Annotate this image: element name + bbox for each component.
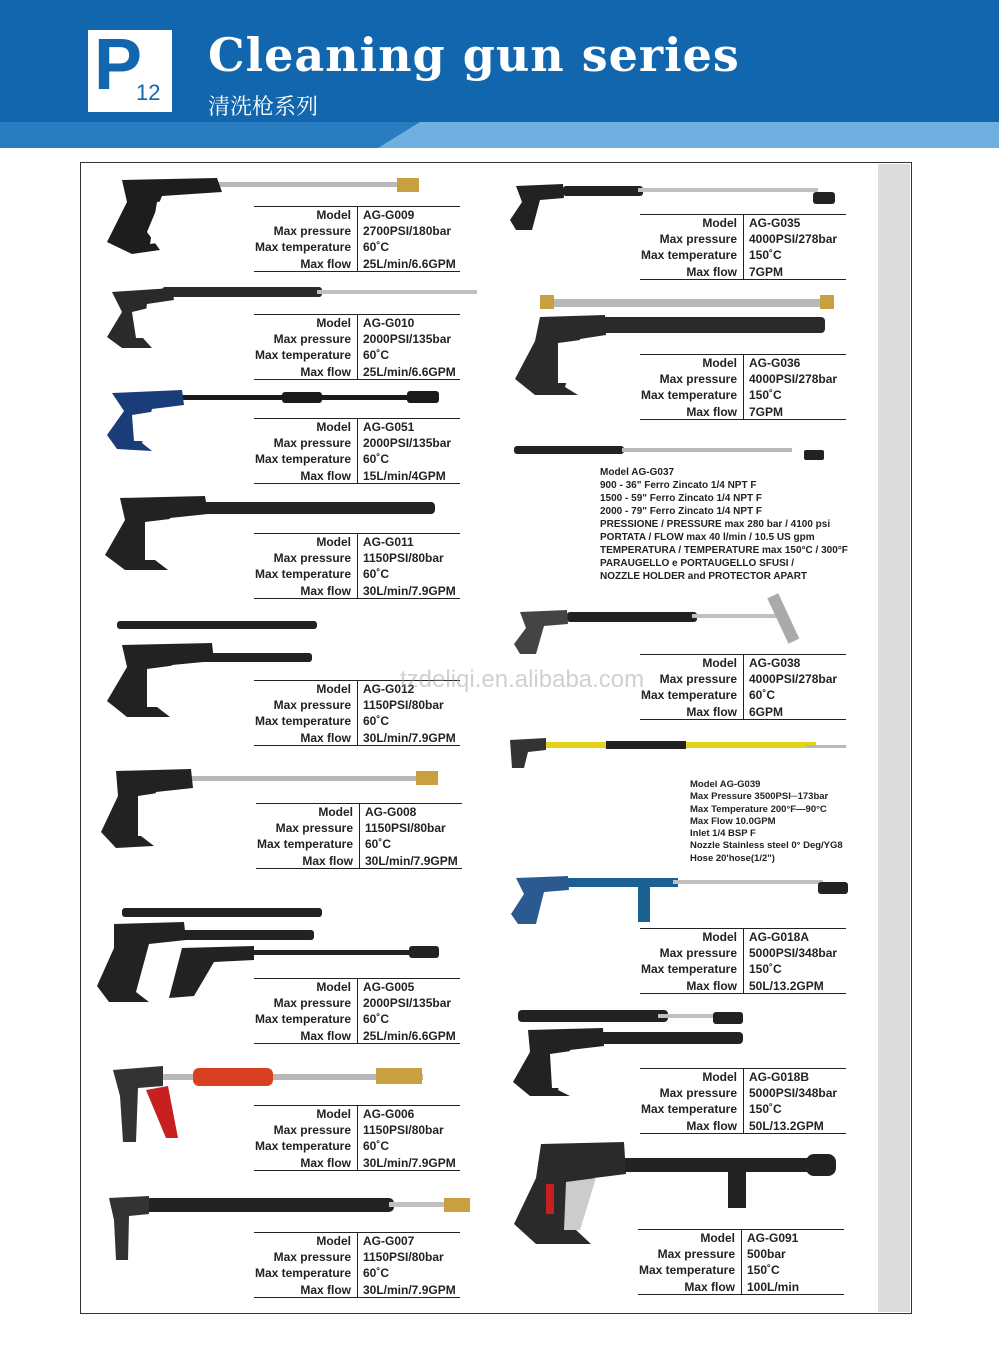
spec-row-pressure: [640, 1085, 846, 1102]
spec-label: Max flow: [638, 1279, 742, 1295]
spec-temperature-value: 60˚C: [363, 714, 390, 728]
spec-label: Max temperature: [640, 1101, 744, 1118]
spec-label: Max flow: [256, 853, 360, 869]
note-ag-g037: [600, 466, 848, 583]
gun-image-ag-g018a: [508, 872, 853, 930]
spec-temperature-value: 60˚C: [363, 1139, 390, 1153]
spec-row-flow: [638, 1279, 844, 1296]
spec-row-temperature: [254, 451, 460, 468]
spec-flow-value: 15L/min/4GPM: [363, 468, 446, 483]
spec-temperature-value: 150˚C: [749, 1102, 782, 1116]
spec-label: Max temperature: [254, 566, 358, 583]
spec-row-flow: [640, 704, 846, 721]
spec-pressure-value: 1150PSI/80bar: [363, 697, 444, 712]
spec-table-ag-g011: [254, 533, 460, 599]
spec-row-flow: [254, 730, 460, 747]
spec-label: Max temperature: [254, 239, 358, 256]
spec-row-pressure: [638, 1246, 844, 1263]
spec-table-ag-g008: [256, 803, 462, 869]
spec-label: Max temperature: [638, 1262, 742, 1279]
note-line: Max Temperature 200°F—90°C: [690, 803, 827, 815]
spec-row-model: [640, 354, 846, 371]
page-badge-letter: P: [94, 25, 143, 105]
spec-temperature-value: 60˚C: [363, 1012, 390, 1026]
spec-flow-value: 100L/min: [747, 1279, 800, 1294]
spec-row-model: [638, 1229, 844, 1246]
spec-flow-value: 25L/min/6.6GPM: [363, 364, 456, 379]
spec-label: Max pressure: [254, 331, 358, 348]
spec-label: Model: [640, 215, 744, 231]
spec-model-value: AG-G010: [363, 316, 415, 330]
spec-table-ag-g010: [254, 314, 460, 380]
spec-pressure-value: 5000PSI/348bar: [749, 945, 838, 960]
spec-row-pressure: [640, 945, 846, 962]
spec-flow-value: 6GPM: [749, 704, 784, 719]
spec-row-temperature: [254, 1011, 460, 1028]
spec-row-model: [254, 206, 460, 223]
spec-row-model: [640, 928, 846, 945]
spec-pressure-value: 1150PSI/80bar: [363, 1249, 444, 1264]
spec-temperature-value: 60˚C: [749, 688, 776, 702]
spec-label: Max flow: [254, 364, 358, 380]
spec-model-value: AG-G007: [363, 1234, 415, 1248]
spec-row-flow: [254, 1028, 460, 1045]
spec-table-ag-g091: [638, 1229, 844, 1295]
spec-row-flow: [254, 583, 460, 600]
spec-flow-value: 7GPM: [749, 264, 784, 279]
spec-row-temperature: [640, 687, 846, 704]
spec-label: Max pressure: [256, 820, 360, 837]
spec-label: Model: [638, 1230, 742, 1246]
spec-temperature-value: 60˚C: [363, 1266, 390, 1280]
spec-model-value: AG-G036: [749, 356, 801, 370]
spec-row-temperature: [640, 1101, 846, 1118]
spec-label: Max flow: [254, 583, 358, 599]
note-line: Model AG-G039: [690, 779, 761, 790]
spec-pressure-value: 2000PSI/135bar: [363, 331, 452, 346]
spec-row-flow: [254, 1155, 460, 1172]
spec-pressure-value: 5000PSI/348bar: [749, 1085, 838, 1100]
spec-label: Model: [640, 655, 744, 671]
spec-row-pressure: [254, 1249, 460, 1266]
spec-model-value: AG-G011: [363, 535, 414, 549]
note-line: Max Pressure 3500PSI─173bar: [690, 791, 829, 803]
spec-label: Max flow: [640, 1118, 744, 1134]
spec-label: Max flow: [254, 256, 358, 272]
spec-label: Max flow: [254, 1155, 358, 1171]
spec-label: Max flow: [640, 264, 744, 280]
spec-table-ag-g005: [254, 978, 460, 1044]
spec-model-value: AG-G018B: [749, 1070, 810, 1084]
spec-label: Max pressure: [640, 945, 744, 962]
spec-model-value: AG-G006: [363, 1107, 415, 1121]
spec-label: Model: [254, 681, 358, 697]
note-ag-g039: [690, 779, 843, 865]
page-number: 12: [136, 80, 161, 105]
spec-label: Max pressure: [254, 1249, 358, 1266]
spec-label: Max pressure: [640, 371, 744, 388]
note-line: Nozzle Stainless steel 0° Deg/YG8: [690, 840, 843, 852]
spec-pressure-value: 2000PSI/135bar: [363, 435, 452, 450]
spec-flow-value: 7GPM: [749, 404, 784, 419]
spec-pressure-value: 2000PSI/135bar: [363, 995, 452, 1010]
note-line: NOZZLE HOLDER and PROTECTOR APART: [600, 571, 808, 582]
spec-row-model: [640, 1068, 846, 1085]
note-line: Hose 20'hose(1/2"): [690, 852, 775, 864]
gun-image-ag-g039: [506, 736, 851, 772]
spec-row-flow: [640, 264, 846, 281]
spec-row-pressure: [254, 550, 460, 567]
spec-flow-value: 25L/min/6.6GPM: [363, 1028, 456, 1043]
spec-label: Max temperature: [640, 387, 744, 404]
spec-pressure-value: 4000PSI/278bar: [749, 671, 838, 686]
spec-model-value: AG-G018A: [749, 930, 810, 944]
spec-label: Model: [254, 1233, 358, 1249]
spec-flow-value: 30L/min/7.9GPM: [363, 1155, 456, 1170]
spec-row-temperature: [638, 1262, 844, 1279]
spec-row-temperature: [640, 961, 846, 978]
spec-label: Max pressure: [254, 1122, 358, 1139]
spec-row-pressure: [254, 223, 460, 240]
spec-row-temperature: [254, 713, 460, 730]
page-subtitle-cn: 清洗枪系列: [208, 94, 319, 119]
spec-row-pressure: [256, 820, 462, 837]
spec-temperature-value: 150˚C: [749, 388, 782, 402]
spec-row-flow: [254, 468, 460, 485]
spec-label: Max flow: [254, 1028, 358, 1044]
spec-table-ag-g038: [640, 654, 846, 720]
note-line: Model AG-G037: [600, 467, 675, 478]
spec-table-ag-g051: [254, 418, 460, 484]
page-badge: [88, 25, 172, 112]
spec-label: Max temperature: [254, 347, 358, 364]
spec-label: Model: [254, 207, 358, 223]
spec-row-temperature: [254, 347, 460, 364]
spec-model-value: AG-G005: [363, 980, 415, 994]
spec-row-model: [254, 533, 460, 550]
watermark: tzdeliqi.en.alibaba.com: [400, 666, 645, 693]
spec-pressure-value: 1150PSI/80bar: [365, 820, 446, 835]
spec-pressure-value: 4000PSI/278bar: [749, 371, 838, 386]
spec-label: Max flow: [640, 704, 744, 720]
spec-model-value: AG-G012: [363, 682, 415, 696]
spec-row-temperature: [254, 1138, 460, 1155]
spec-label: Model: [254, 315, 358, 331]
spec-temperature-value: 150˚C: [749, 962, 782, 976]
note-line: TEMPERATURA / TEMPERATURE max 150°C / 300°F: [600, 545, 848, 556]
spec-row-flow: [254, 364, 460, 381]
spec-temperature-value: 150˚C: [747, 1263, 780, 1277]
spec-row-pressure: [254, 435, 460, 452]
spec-label: Max temperature: [254, 1138, 358, 1155]
spec-label: Max flow: [254, 1282, 358, 1298]
spec-row-pressure: [254, 1122, 460, 1139]
spec-label: Max pressure: [254, 697, 358, 714]
note-line: PARAUGELLO e PORTAUGELLO SFUSI /: [600, 558, 795, 569]
spec-row-model: [256, 803, 462, 820]
spec-row-model: [254, 1232, 460, 1249]
note-line: Inlet 1/4 BSP F: [690, 828, 756, 840]
spec-label: Max temperature: [640, 687, 744, 704]
spec-temperature-value: 60˚C: [363, 348, 390, 362]
spec-pressure-value: 4000PSI/278bar: [749, 231, 838, 246]
spec-flow-value: 30L/min/7.9GPM: [363, 730, 456, 745]
spec-row-model: [254, 1105, 460, 1122]
spec-flow-value: 30L/min/7.9GPM: [365, 853, 458, 868]
spec-label: Max temperature: [640, 247, 744, 264]
spec-row-temperature: [640, 387, 846, 404]
spec-row-temperature: [254, 239, 460, 256]
spec-label: Model: [640, 355, 744, 371]
spec-table-ag-g036: [640, 354, 846, 420]
spec-label: Model: [640, 929, 744, 945]
spec-label: Max flow: [254, 468, 358, 484]
spec-label: Max temperature: [254, 713, 358, 730]
spec-row-model: [640, 654, 846, 671]
spec-flow-value: 50L/13.2GPM: [749, 1118, 824, 1133]
spec-temperature-value: 60˚C: [363, 567, 390, 581]
spec-model-value: AG-G008: [365, 805, 417, 819]
spec-label: Max temperature: [254, 1265, 358, 1282]
spec-row-flow: [640, 404, 846, 421]
spec-label: Model: [254, 419, 358, 435]
spec-pressure-value: 1150PSI/80bar: [363, 1122, 444, 1137]
spec-pressure-value: 1150PSI/80bar: [363, 550, 444, 565]
page-header: [0, 0, 999, 150]
spec-row-temperature: [254, 1265, 460, 1282]
spec-row-temperature: [640, 247, 846, 264]
spec-flow-value: 30L/min/7.9GPM: [363, 583, 456, 598]
spec-label: Model: [254, 979, 358, 995]
spec-row-pressure: [640, 231, 846, 248]
spec-model-value: AG-G051: [363, 420, 415, 434]
page-title: Cleaning gun series: [208, 28, 740, 82]
spec-label: Max pressure: [254, 435, 358, 452]
spec-table-ag-g009: [254, 206, 460, 272]
note-line: Max Flow 10.0GPM: [690, 815, 776, 827]
spec-row-temperature: [254, 566, 460, 583]
spec-table-ag-g035: [640, 214, 846, 280]
spec-row-flow: [254, 1282, 460, 1299]
spec-pressure-value: 500bar: [747, 1246, 786, 1261]
spec-label: Max pressure: [640, 231, 744, 248]
spec-row-flow: [256, 853, 462, 870]
spec-label: Max flow: [640, 404, 744, 420]
spec-label: Max temperature: [640, 961, 744, 978]
spec-label: Model: [256, 804, 360, 820]
gun-image-ag-g037: [512, 436, 827, 466]
spec-label: Model: [640, 1069, 744, 1085]
spec-label: Max temperature: [256, 836, 360, 853]
gun-image-ag-g038: [512, 590, 827, 656]
spec-row-pressure: [254, 995, 460, 1012]
spec-pressure-value: 2700PSI/180bar: [363, 223, 452, 238]
side-strip: [878, 164, 910, 1312]
spec-table-ag-g018a: [640, 928, 846, 994]
spec-row-model: [254, 418, 460, 435]
spec-temperature-value: 60˚C: [365, 837, 392, 851]
spec-label: Max pressure: [640, 1085, 744, 1102]
spec-table-ag-g006: [254, 1105, 460, 1171]
spec-model-value: AG-G009: [363, 208, 415, 222]
note-line: PRESSIONE / PRESSURE max 280 bar / 4100 psi: [600, 519, 831, 530]
spec-row-model: [640, 214, 846, 231]
spec-label: Max temperature: [254, 451, 358, 468]
spec-model-value: AG-G035: [749, 216, 801, 230]
spec-temperature-value: 60˚C: [363, 452, 390, 466]
spec-label: Max temperature: [254, 1011, 358, 1028]
spec-model-value: AG-G091: [747, 1231, 799, 1245]
spec-label: Max pressure: [254, 550, 358, 567]
spec-label: Max pressure: [254, 223, 358, 240]
spec-row-model: [254, 978, 460, 995]
note-line: 900 - 36" Ferro Zincato 1/4 NPT F: [600, 480, 757, 491]
spec-temperature-value: 60˚C: [363, 240, 390, 254]
spec-row-flow: [254, 256, 460, 273]
spec-row-temperature: [256, 836, 462, 853]
spec-label: Max flow: [640, 978, 744, 994]
spec-label: Max flow: [254, 730, 358, 746]
spec-flow-value: 50L/13.2GPM: [749, 978, 824, 993]
spec-flow-value: 30L/min/7.9GPM: [363, 1282, 456, 1297]
spec-row-pressure: [254, 331, 460, 348]
note-line: 1500 - 59" Ferro Zincato 1/4 NPT F: [600, 493, 763, 504]
spec-row-flow: [640, 978, 846, 995]
spec-label: Model: [254, 1106, 358, 1122]
spec-label: Max pressure: [638, 1246, 742, 1263]
note-line: 2000 - 79" Ferro Zincato 1/4 NPT F: [600, 506, 763, 517]
spec-temperature-value: 150˚C: [749, 248, 782, 262]
spec-model-value: AG-G038: [749, 656, 801, 670]
spec-row-pressure: [254, 697, 460, 714]
spec-row-pressure: [640, 371, 846, 388]
spec-label: Max pressure: [640, 671, 744, 688]
spec-flow-value: 25L/min/6.6GPM: [363, 256, 456, 271]
note-line: PORTATA / FLOW max 40 l/min / 10.5 US gpm: [600, 532, 815, 543]
spec-row-flow: [640, 1118, 846, 1135]
header-band-accent: [0, 122, 420, 148]
spec-row-model: [254, 314, 460, 331]
spec-row-pressure: [640, 671, 846, 688]
spec-label: Max pressure: [254, 995, 358, 1012]
spec-label: Model: [254, 534, 358, 550]
spec-table-ag-g018b: [640, 1068, 846, 1134]
spec-table-ag-g007: [254, 1232, 460, 1298]
